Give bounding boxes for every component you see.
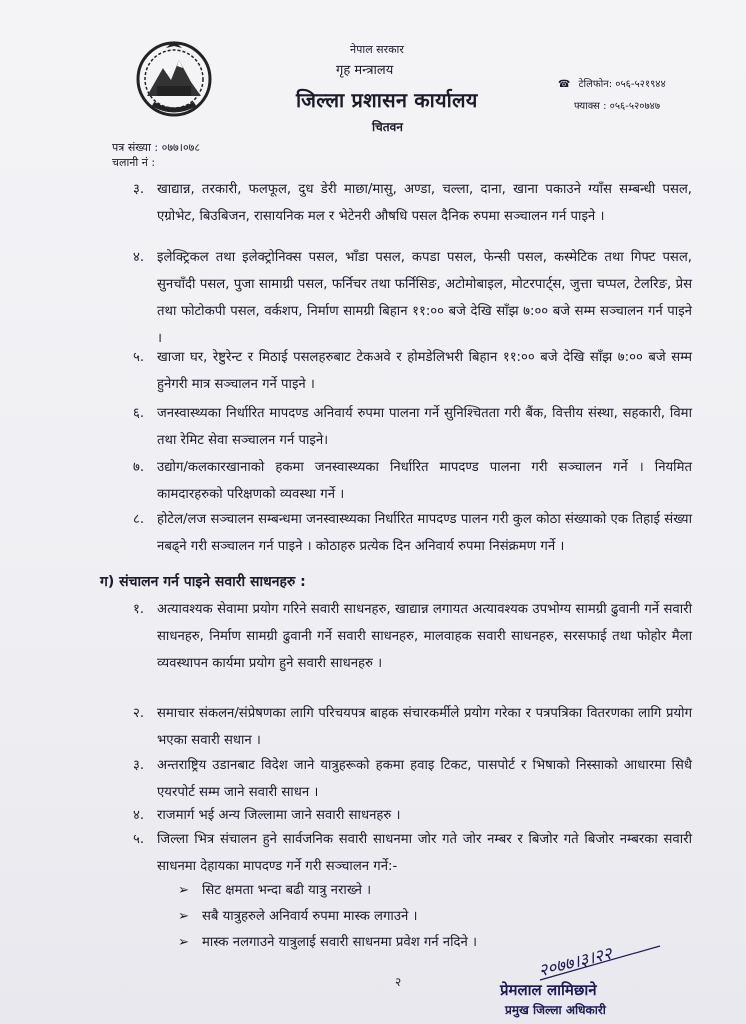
item-text: समाचार संकलन/संप्रेषणका लागि परिचयपत्र बाहक संचारकर्मीले प्रयोग गरेका र पत्रपत्रिका वितरणका लागि प्रयोग भएका सवारी सधान । [157,706,692,748]
dispatch-number: चलानी नं : [112,156,156,169]
section-heading: ग) संचालन गर्न पाइने सवारी साधनहरु : [100,574,306,590]
item-number: ७. [133,460,145,475]
item-text: होटेल/लज सञ्चालन सम्बन्धमा जनस्वास्थ्यका निर्धारित मापदण्ड पालन गरी कुल कोठा संख्याको एक तिहाई संख्या नबढ्ने गरी सञ्चालन गर्न पाइने । कोठाहरु प्रत्येक दिन अनिवार्य रुपमा निसंक्रमण गर्ने । [157,512,692,554]
telephone-text: टेलिफोन: ०५६-५२१९४४ [578,79,666,90]
bullet-item [178,880,371,898]
signatory-name: प्रेमलाल लामिछाने [500,981,597,999]
item-number: २. [133,706,145,721]
item-text: उद्योग/कलकारखानाको हकमा जनस्वास्थ्यका निर्धारित मापदण्ड पालना गरी सञ्चालन गर्ने । नियमित कामदारहरुको परिक्षणको व्यवस्था गर्ने । [157,460,692,502]
item-text: अन्तराष्ट्रिय उडानबाट विदेश जाने यात्रुहरूको हकमा हवाइ टिकट, पासपोर्ट र भिषाको निस्साको आधारमा सिधै एयरपोर्ट सम्म जाने सवारी साधन । [157,758,692,800]
bullet-text: मास्क नलगाउने यात्रुलाई सवारी साधनमा प्रवेश गर्न नदिने । [202,935,478,950]
bullet-text: सबै यात्रुहरुले अनिवार्य रुपमा मास्क लगाउने । [202,909,418,924]
item-number: ५. [133,832,145,847]
letter-number: पत्र संख्या : ०७७।०७८ [112,141,201,154]
arrow-bullet-icon: ➢ [178,909,190,924]
item-number: ४. [133,250,145,265]
nepal-emblem-icon [133,38,215,120]
telephone-icon: ☎ [558,79,571,90]
item-text: राजमार्ग भई अन्य जिल्लामा जाने सवारी साधनहरु । [157,808,401,823]
bullet-item [178,932,477,950]
item-text: खाजा घर, रेष्टुरेन्ट र मिठाई पसलहरुबाट टेकअवे र होमडेलिभरी बिहान ११:०० बजे देखि साँझ ७:०० बजे सम्म हुनेगरी मात्र सञ्चालन गर्ने पाइने । [157,350,692,392]
arrow-bullet-icon: ➢ [178,883,190,898]
bullet-item [178,906,418,924]
item-text: इलेक्ट्रिकल तथा इलेक्ट्रोनिक्स पसल, भाँडा पसल, कपडा पसल, फेन्सी पसल, कस्मेटिक तथा गिफ्ट पसल, सुनचाँदी पसल, पुजा सामाग्री पसल, फर्निचर तथा फर्निसिङ, अटोमोबाइल, मोटरपार्ट्स, जुत्ता चप्पल, टेलरिङ, प्रेस तथा फोटोकपी पसल, वर्कशप, निर्माण सामग्री बिहान ११:०० बजे देखि साँझ ७:०० बजे सम्म सञ्चालन गर्न पाइने । [157,250,692,346]
item-number: ५. [133,350,145,365]
page-number: २ [395,975,402,989]
government-label: नेपाल सरकार [350,43,404,56]
item-text: जनस्वास्थ्यका निर्धारित मापदण्ड अनिवार्य रुपमा पालना गर्ने सुनिश्चितता गरी बैंक, वित्तीय संस्था, सहकारी, विमा तथा रेमिट सेवा सञ्चालन गर्न पाइने। [157,406,692,448]
signature-date-text: २०७७।३।२२ [536,943,615,982]
item-number: ३. [133,758,145,773]
fax-line: फ्याक्स : ०५६-५२०७४७ [574,101,661,112]
item-number: ६. [133,406,145,421]
item-number: १. [133,602,145,617]
item-text: जिल्ला भित्र संचालन हुने सार्वजनिक सवारी साधनमा जोर गते जोर नम्बर र बिजोर गते बिजोर नम्बरका सवारी साधनमा देहायका मापदण्ड गर्ने गरी सञ्चालन गर्ने:- [157,832,692,874]
item-text: अत्यावश्यक सेवामा प्रयोग गरिने सवारी साधनहरु, खाद्यान्न लगायत अत्यावश्यक उपभोग्य सामग्री ढुवानी गर्ने सवारी साधनहरु, निर्माण सामग्री ढुवानी गर्ने सवारी साधनहरु, मालवाहक सवारी साधनहरु, सरसफाई तथा फोहोर मैला व्यवस्थापन कार्यमा प्रयोग हुने सवारी साधनहरु । [157,602,692,671]
ministry-label: गृह मन्त्रालय [336,63,394,78]
item-number: ८. [133,512,145,527]
arrow-bullet-icon: ➢ [178,935,190,950]
signature-date [530,936,670,986]
office-title: जिल्ला प्रशासन कार्यालय [296,88,478,112]
signatory-title: प्रमुख जिल्ला अधिकारी [505,1003,606,1017]
bullet-text: सिट क्षमता भन्दा बढी यात्रु नराख्ने । [202,883,372,898]
telephone-line [558,76,666,90]
item-number: ४. [133,808,145,823]
item-text: खाद्यान्न, तरकारी, फलफूल, दुध डेरी माछा/मासु, अण्डा, चल्ला, दाना, खाना पकाउने ग्याँस सम्बन्धी पसल, एग्रोभेट, बिउबिजन, रासायनिक मल र भेटेनरी औषधि पसल दैनिक रुपमा सञ्चालन गर्न पाइने । [157,182,692,224]
item-number: ३. [133,182,145,197]
district-label: चितवन [372,120,403,134]
